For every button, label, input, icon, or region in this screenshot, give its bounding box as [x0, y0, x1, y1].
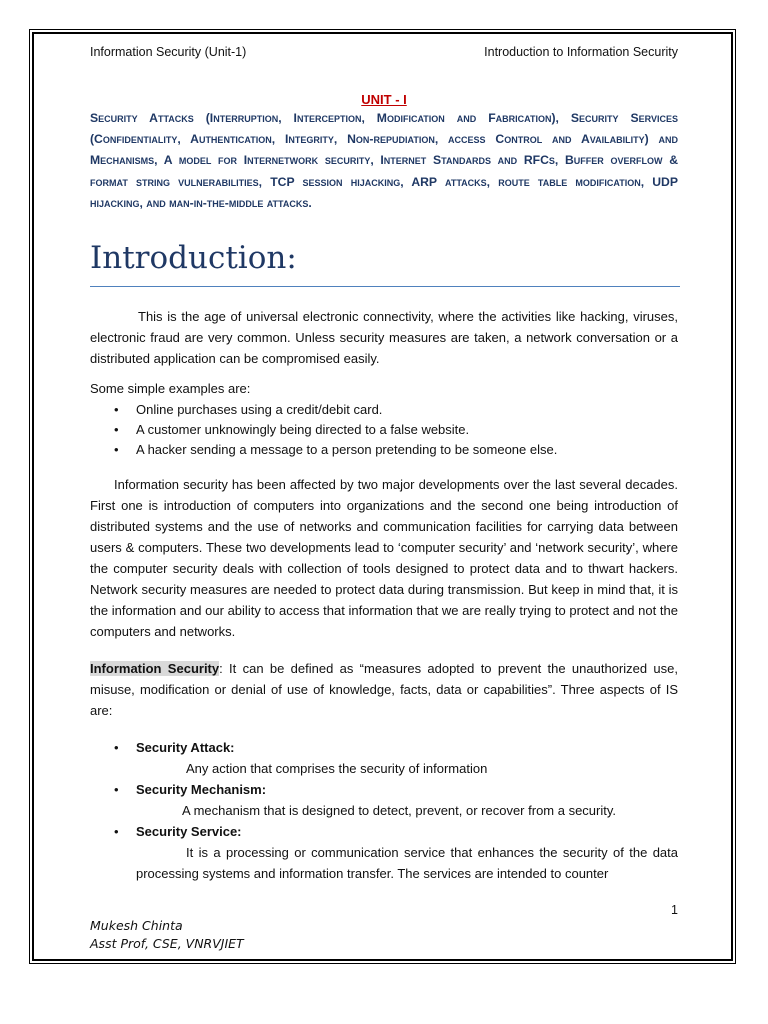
unit-title: UNIT - I	[361, 92, 407, 107]
footer-author-name: Mukesh Chinta	[90, 918, 183, 933]
header-left-title: Information Security (Unit-1)	[90, 45, 247, 59]
footer-author-title: Asst Prof, CSE, VNRVJIET	[90, 936, 244, 951]
aspect-description: Any action that comprises the security of information	[186, 761, 488, 776]
header-right-title: Introduction to Information Security	[484, 45, 678, 59]
section-heading-introduction: Introduction:	[90, 240, 297, 276]
page-number: 1	[671, 903, 678, 917]
aspect-description: A mechanism that is designed to detect, prevent, or recover from a security.	[182, 803, 617, 818]
highlighted-term: Information Security	[90, 661, 220, 676]
list-item: • A customer unknowingly being directed to a false website.	[90, 420, 678, 440]
intro-paragraph-2: Information security has been affected by two major developments over the last several decades. First one is introduction of computers into organizations and the second one being introduction of distributed systems and the use of networks and communication facilities for carrying data between users & computers. These two developments lead to ‘computer security’ and ‘network security’, where the computer security deals with collection of tools designed to protect data and to thwart hackers. Network security measures are needed to protect data during transmission. But keep in mind that, it is the information and our ability to access that information that we are really trying to protect and not the computers and networks.	[90, 477, 678, 639]
aspect-term: Security Service:	[136, 824, 242, 839]
heading-underline-rule	[90, 286, 680, 287]
list-item: • Online purchases using a credit/debit card.	[90, 400, 678, 420]
definition-paragraph	[90, 658, 678, 721]
list-item	[90, 821, 678, 884]
list-item: • A hacker sending a message to a person pretending to be someone else.	[90, 440, 678, 460]
aspects-list	[90, 737, 678, 884]
examples-list	[90, 400, 678, 460]
aspect-description: It is a processing or communication service that enhances the security of the data processing systems and information transfer. The services are intended to counter	[136, 845, 678, 881]
definition-text: : It can be defined as “measures adopted to prevent the unauthorized use, misuse, modification or denial of use of knowledge, facts, data or capabilities”. Three aspects of IS are:	[90, 661, 678, 718]
unit-syllabus: Security Attacks (Interruption, Interception, Modification and Fabrication), Security Services (Confidentiality, Authentication, Integrity, Non-repudiation, access Control and Availability) and Mechanisms, A model for Internetwork security, Internet Standards and RFCs, Buffer overflow & format string vulnerabilities, TCP session hijacking, ARP attacks, route table modification, UDP hijacking, and man-in-the-middle attacks.	[90, 111, 678, 210]
intro-paragraph-1: This is the age of universal electronic connectivity, where the activities like hacking, viruses, electronic fraud are very common. Unless security measures are taken, a network conversation or a distributed application can be compromised easily.	[90, 309, 678, 366]
aspect-term: Security Attack:	[136, 740, 235, 755]
aspect-term: Security Mechanism:	[136, 782, 267, 797]
list-item	[90, 779, 678, 821]
list-item	[90, 737, 678, 779]
examples-label: Some simple examples are:	[90, 381, 251, 396]
